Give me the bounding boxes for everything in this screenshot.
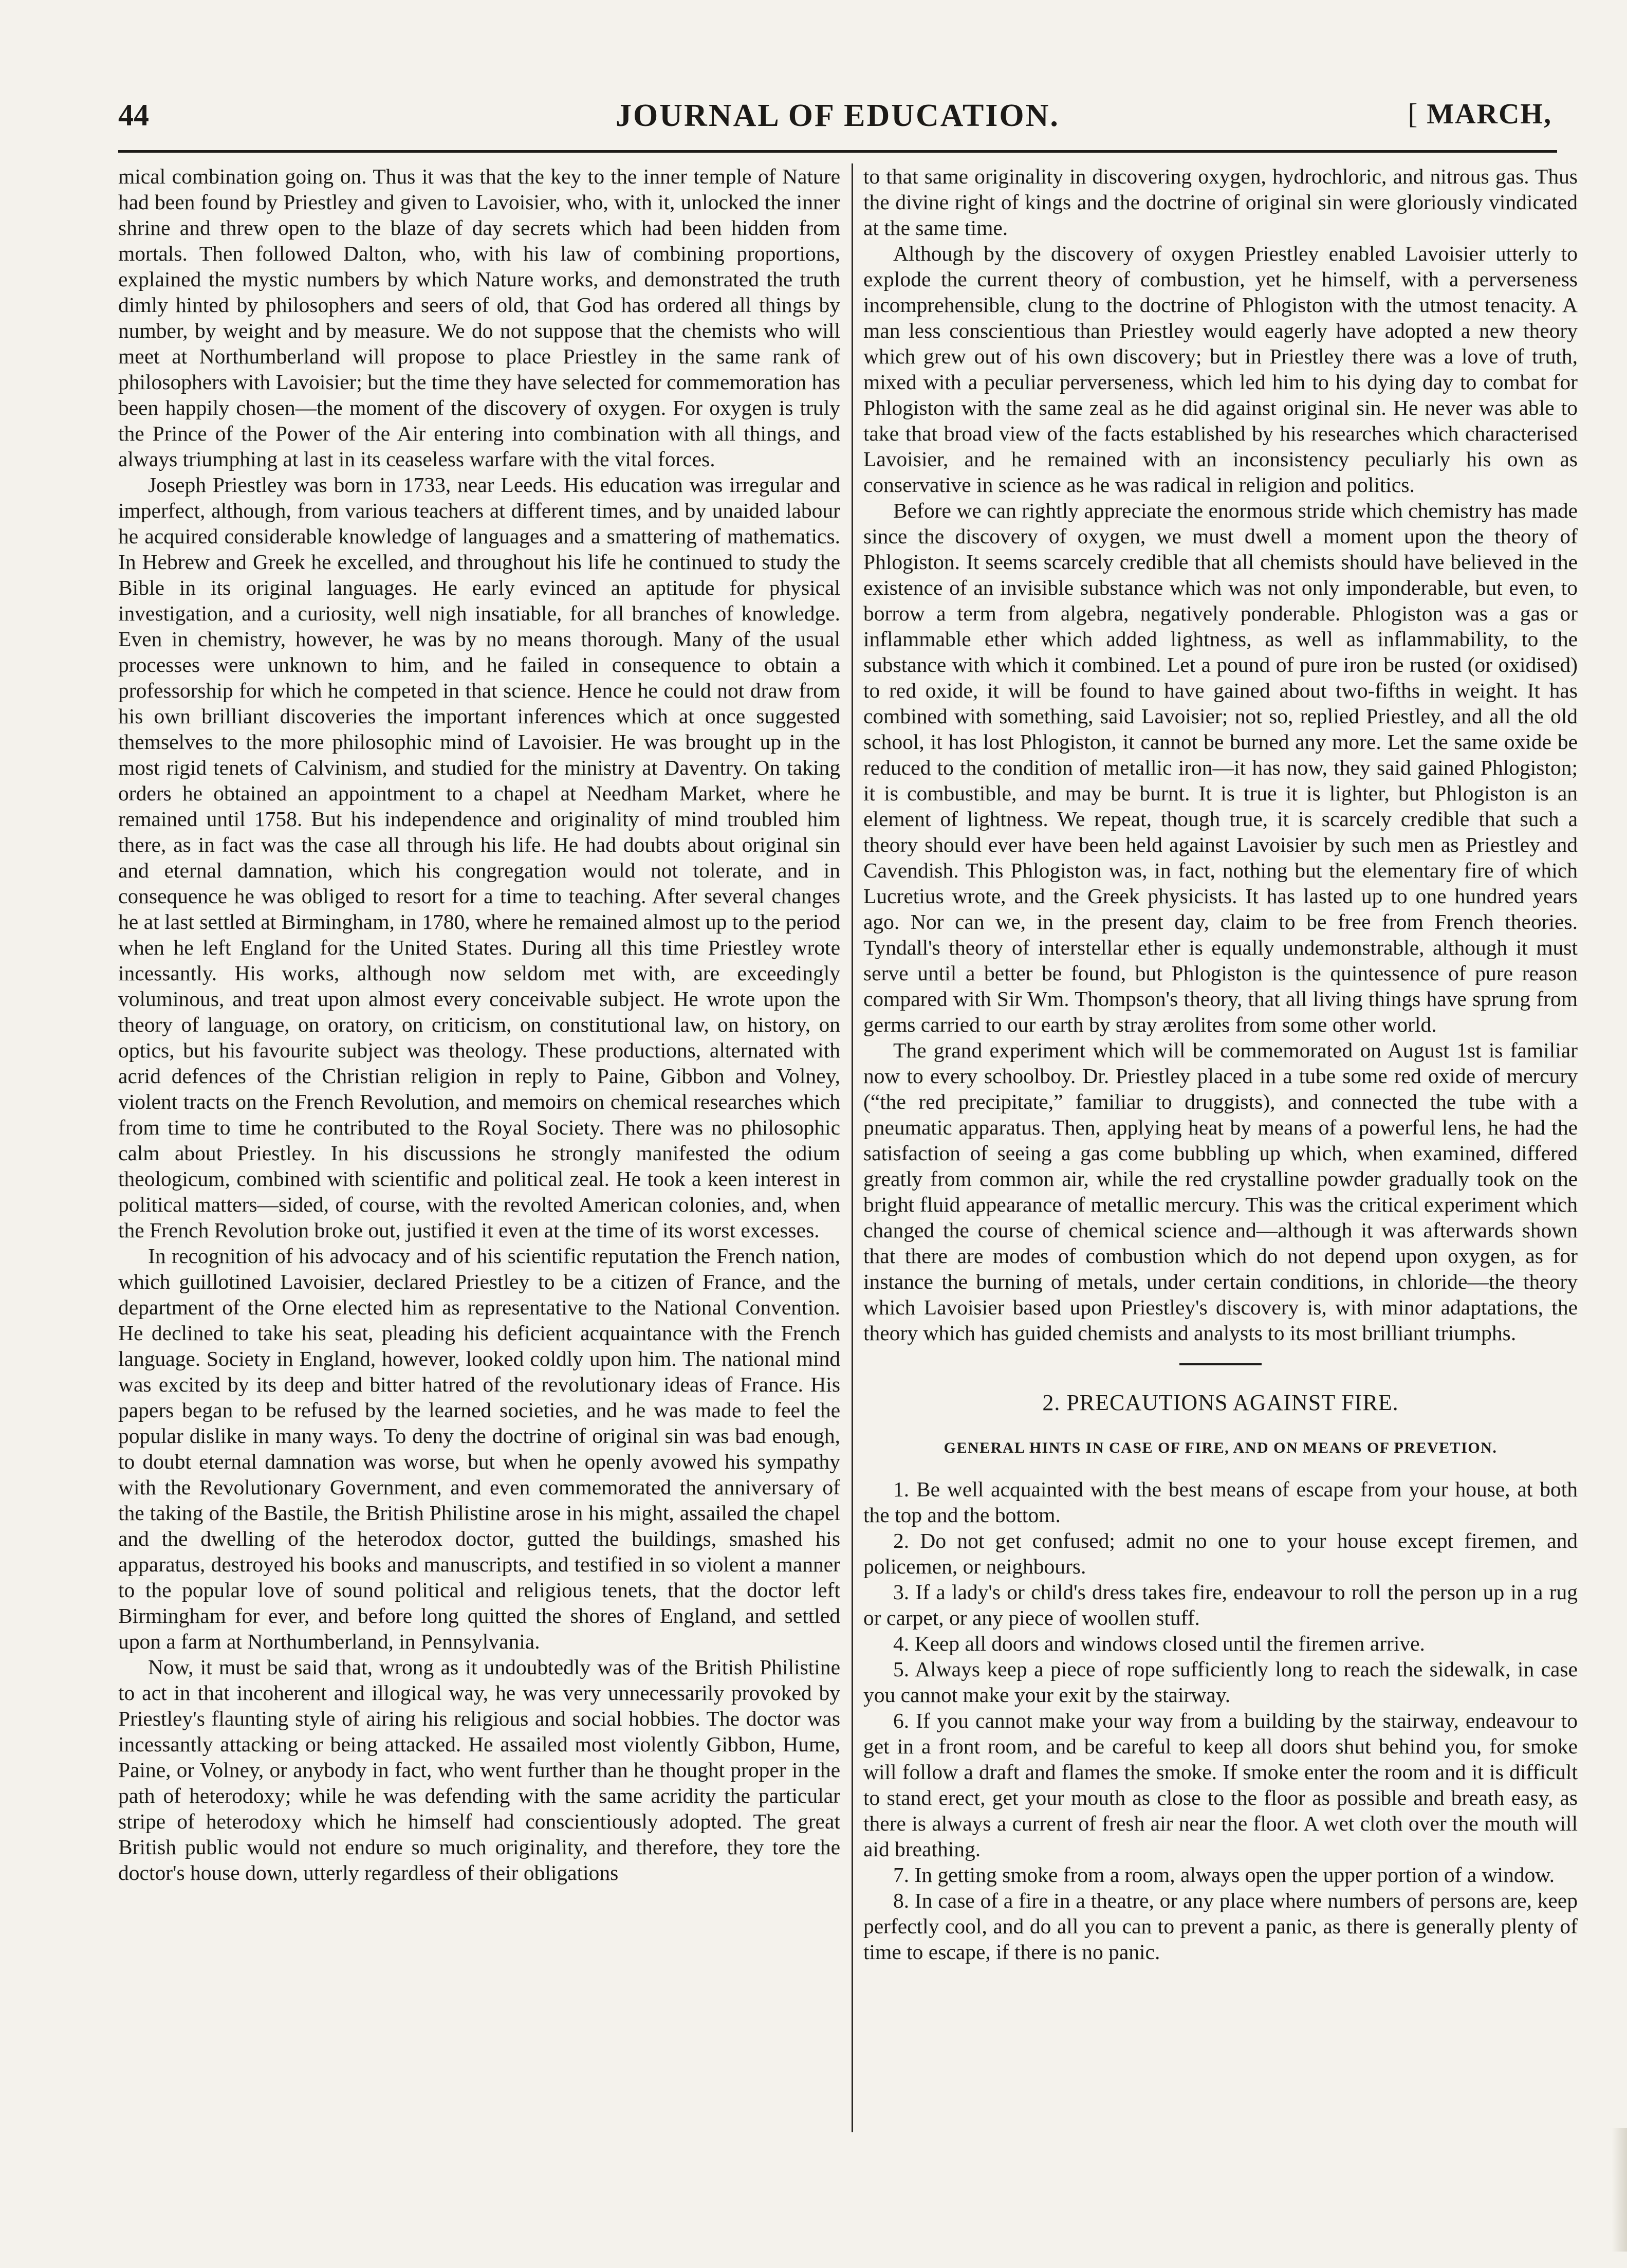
section-heading: 2. PRECAUTIONS AGAINST FIRE. xyxy=(1042,1390,1399,1415)
page-edge-shadow xyxy=(1612,2128,1627,2252)
fire-hint-item: 8. In case of a fire in a theatre, or any place where numbers of persons are, keep perfectly cool, and do all you can to prevent a panic, as there is generally plenty of time to escape, if there is no panic. xyxy=(863,1889,1578,1964)
journal-title: JOURNAL OF EDUCATION. xyxy=(616,98,1060,133)
section-subheading: GENERAL HINTS IN CASE OF FIRE, AND ON MEANS OF PREVETION. xyxy=(944,1439,1497,1456)
header-rule xyxy=(118,150,1557,153)
paragraph: Before we can rightly appreciate the enormous stride which chemistry has made since the discovery of oxygen, we must dwell a moment upon the theory of Phlogiston. It seems scarcely credible that all chemists should have believed in the existence of an invisible substance which was not only imponderable, but even, to borrow a term from algebra, negatively ponderable. Phlogiston was a gas or inflammable ether which added lightness, as well as inflammability, to the substance with which it combined. Let a pound of pure iron be rusted (or oxidised) to red oxide, it will be found to have gained about two-fifths in weight. It has combined with something, said Lavoisier; not so, replied Priestley, and all the old school, it has lost Phlogiston, it cannot be burned any more. Let the same oxide be reduced to the condition of metallic iron—it has now, they said gained Phlogiston; it is combustible, and may be burnt. It is true it is lighter, but Phlogiston is an element of lightness. We repeat, though true, it is scarcely credible that such a theory should ever have been held against Lavoisier by such men as Priestley and Cavendish. This Phlogiston was, in fact, nothing but the elementary fire of which Lucretius wrote, and the Greek physicists. It has lasted up to one hundred years ago. Nor can we, in the present day, claim to be free from French theories. Tyndall's theory of interstellar ether is equally undemonstrable, although it must serve until a better be found, but Phlogiston is the quintessence of pure reason compared with Sir Wm. Thompson's theory, that all living things have sprung from germs carried to our earth by stray ærolites from some other world. xyxy=(863,499,1578,1036)
paragraph: to that same originality in discovering oxygen, hydrochloric, and nitrous gas. Thus the divine right of kings and the doctrine of original sin were gloriously vindicated at the same time. xyxy=(863,164,1578,240)
issue-month: [ MARCH, xyxy=(1408,98,1552,131)
fire-hint-item: 2. Do not get confused; admit no one to your house except firemen, and policemen, or neighbours. xyxy=(863,1529,1578,1578)
paragraph: Now, it must be said that, wrong as it undoubtedly was of the British Philistine to act in that incoherent and illogical way, he was very unnecessarily provoked by Priestley's flaunting style of airing his religious and social hobbies. The doctor was incessantly attacking or being attacked. He assailed most violently Gibbon, Hume, Paine, or Volney, or anybody in fact, who went further than he thought proper in the path of heterodoxy; while he was defending with the same acridity the particular stripe of heterodoxy which he himself had conscientiously adopted. The great British public would not endure so much originality, and therefore, they tore the doctor's house down, utterly regardless of their obligations xyxy=(118,1655,840,1885)
fire-hint-item: 7. In getting smoke from a room, always open the upper portion of a window. xyxy=(893,1863,1555,1887)
paragraph: In recognition of his advocacy and of his scientific reputation the French nation, which guillotined Lavoisier, declared Priestley to be a citizen of France, and the department of the Orne elected him as representative to the National Convention. He declined to take his seat, pleading his deficient acquaintance with the French language. Society in England, however, looked coldly upon him. The national mind was excited by its deep and bitter hatred of the revolutionary ideas of France. His papers began to be refused by the learned societies, and he was made to feel the popular dislike in many ways. To deny the doctrine of original sin was bad enough, to doubt eternal damnation was worse, but when he openly avowed his sympathy with the Revolutionary Government, and even commemorated the anniversary of the taking of the Bastile, the British Philistine arose in his might, assailed the chapel and the dwelling of the heterodox doctor, gutted the buildings, smashed his apparatus, destroyed his books and manuscripts, and testified in so violent a manner to the popular love of sound political and religious tenets, that the doctor left Birmingham for ever, and before long quitted the shores of England, and settled upon a farm at Northumberland, in Pennsylvania. xyxy=(118,1244,840,1653)
fire-hint-item: 6. If you cannot make your way from a building by the stairway, endeavour to get in a front room, and be careful to keep all doors shut behind you, for smoke will follow a draft and flames the smoke. If smoke enter the room and it is difficult to stand erect, get your mouth as close to the floor as possible and breath easy, as there is always a current of fresh air near the floor. A wet cloth over the mouth will aid breathing. xyxy=(863,1709,1578,1861)
paragraph: Joseph Priestley was born in 1733, near Leeds. His education was irregular and imperfect, although, from various teachers at different times, and by unaided labour he acquired considerable knowledge of languages and a smattering of mathematics. In Hebrew and Greek he excelled, and throughout his life he continued to study the Bible in its original languages. He early evinced an aptitude for physical investigation, and a curiosity, well nigh insatiable, for all branches of knowledge. Even in chemistry, however, he was by no means thorough. Many of the usual processes were unknown to him, and he failed in consequence to obtain a professorship for which he competed in that science. Hence he could not draw from his own brilliant discoveries the important inferences which at once suggested themselves to the more philosophic mind of Lavoisier. He was brought up in the most rigid tenets of Calvinism, and studied for the ministry at Daventry. On taking orders he obtained an appointment to a chapel at Needham Market, where he remained until 1758. But his independence and originality of mind troubled him there, as in fact was the case all through his life. He had doubts about original sin and eternal damnation, which his congregation would not tolerate, and in consequence he was obliged to resort for a time to teaching. After several changes he at last settled at Birmingham, in 1780, where he remained almost up to the period when he left England for the United States. During all this time Priestley wrote incessantly. His works, although now seldom met with, are exceedingly voluminous, and treat upon almost every conceivable subject. He wrote upon the theory of language, on oratory, on criticism, on constitutional law, on history, on optics, but his favourite subject was theology. These productions, alternated with acrid defences of the Christian religion in reply to Paine, Gibbon and Volney, violent tracts on the French Revolution, and memoirs on chemical researches which from time to time he contributed to the Royal Society. There was no philosophic calm about Priestley. In his discussions he strongly manifested the odium theologicum, combined with scientific and political zeal. He took a keen interest in political matters—sided, of course, with the revolted American colonies, and, when the French Revolution broke out, justified it even at the time of its worst excesses. xyxy=(118,473,840,1242)
fire-hint-item: 3. If a lady's or child's dress takes fire, endeavour to roll the person up in a rug or carpet, or any piece of woollen stuff. xyxy=(863,1580,1578,1630)
right-column xyxy=(863,163,1578,1965)
paragraph: mical combination going on. Thus it was that the key to the inner temple of Nature had been found by Priestley and given to Lavoisier, who, with it, unlocked the inner shrine and threw open to the blaze of day secrets which had been hidden from mortals. Then followed Dalton, who, with his law of combining proportions, explained the mystic numbers by which Nature works, and demonstrated the truth dimly hinted by philosophers and seers of old, that God has ordered all things by number, by weight and by measure. We do not suppose that the chemists who will meet at Northumberland will propose to place Priestley in the same rank of philosophers with Lavoisier; but the time they have selected for commemoration has been happily chosen—the moment of the discovery of oxygen. For oxygen is truly the Prince of the Power of the Air entering into combination with all things, and always triumphing at last in its ceaseless warfare with the vital forces. xyxy=(118,164,840,471)
paragraph: Although by the discovery of oxygen Priestley enabled Lavoisier utterly to explode the current theory of combustion, yet he himself, with a perverseness incomprehensible, clung to the doctrine of Phlogiston with the utmost tenacity. A man less conscientious than Priestley would eagerly have adopted a new theory which grew out of his own discovery; but in Priestley there was a love of truth, mixed with a peculiar perverseness, which led him to his dying day to combat for Phlogiston with the same zeal as he did against original sin. He never was able to take that broad view of the facts established by his researches which characterised Lavoisier, and he remained with an inconsistency peculiarly his own as conservative in science as he was radical in religion and politics. xyxy=(863,242,1578,497)
column-divider xyxy=(852,163,853,2132)
fire-hint-item: 1. Be well acquainted with the best means of escape from your house, at both the top and the bottom. xyxy=(863,1477,1578,1527)
page-number: 44 xyxy=(118,98,149,132)
fire-hint-item: 4. Keep all doors and windows closed until the firemen arrive. xyxy=(893,1632,1425,1655)
page-header xyxy=(118,98,1557,144)
section-separator xyxy=(1179,1363,1262,1365)
fire-hint-item: 5. Always keep a piece of rope sufficiently long to reach the sidewalk, in case you cannot make your exit by the stairway. xyxy=(863,1657,1578,1707)
left-column xyxy=(118,163,840,1886)
paragraph: The grand experiment which will be commemorated on August 1st is familiar now to every schoolboy. Dr. Priestley placed in a tube some red oxide of mercury (“the red precipitate,” familiar to druggists), and connected the tube with a pneumatic apparatus. Then, applying heat by means of a powerful lens, he had the satisfaction of seeing a gas come bubbling up which, when examined, differed greatly from common air, while the red crystalline powder gradually took on the bright fluid appearance of metallic mercury. This was the critical experiment which changed the course of chemical science and—although it was afterwards shown that there are modes of combustion which do not depend upon oxygen, as for instance the burning of metals, under certain conditions, in chloride—the theory which Lavoisier based upon Priestley's discovery is, with minor adaptations, the theory which has guided chemists and analysts to its most brilliant triumphs. xyxy=(863,1038,1578,1345)
